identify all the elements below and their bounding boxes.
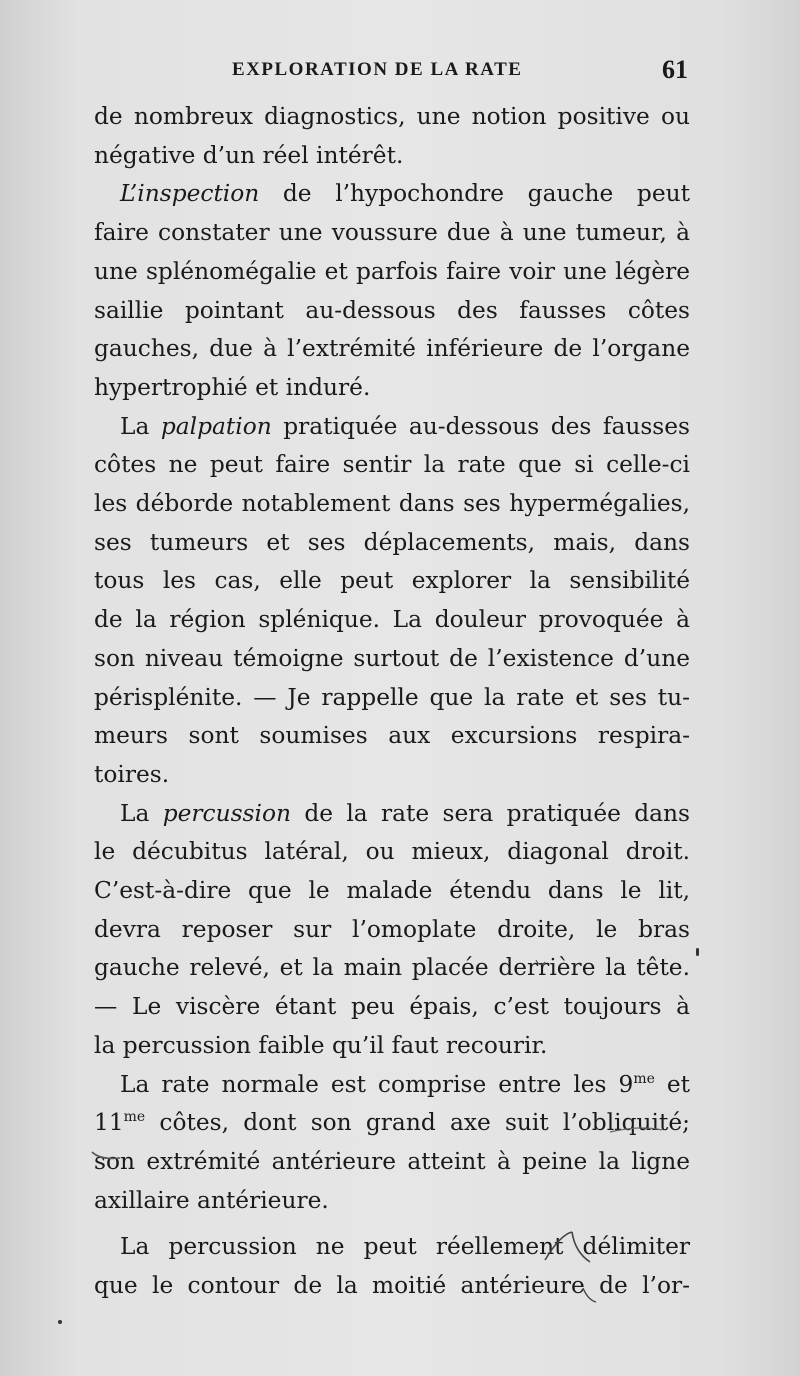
text-fragment: de l’hypochondre gauche peut [259, 180, 690, 208]
text-line: de la région splénique. La douleur provoquée à [94, 606, 690, 634]
italic-term: palpation [160, 412, 272, 440]
superscript: me [123, 1109, 146, 1126]
text-line: une splénomégalie et parfois faire voir une légère [94, 257, 690, 285]
text-fragment: de la rate sera pratiquée dans [290, 799, 690, 827]
text-line: la percussion faible qu’il faut recourir. [94, 1031, 548, 1059]
text-line: gauche relevé, et la main placée derrière la tête. [94, 954, 690, 982]
text-line: tous les cas, elle peut explorer la sensibilité [94, 567, 690, 595]
text-line: meurs sont soumises aux excursions respira- [94, 722, 690, 750]
text-line: saillie pointant au-dessous des fausses côtes [94, 296, 690, 324]
text-line: son niveau témoigne surtout de l’existence d’une [94, 644, 690, 672]
text-line [94, 175, 690, 214]
text-line: La percussion ne peut réellement délimiter [120, 1233, 690, 1261]
text-line [94, 408, 690, 447]
text-line: faire constater une voussure due à une tumeur, à [94, 219, 690, 247]
text-line: ses tumeurs et ses déplacements, mais, dans [94, 528, 690, 556]
body-text [94, 98, 690, 1306]
text-line: les déborde notablement dans ses hypermégalies, [94, 490, 690, 518]
text-line: — Le viscère étant peu épais, c’est toujours à [94, 993, 690, 1021]
text-line: côtes ne peut faire sentir la rate que si celle-ci [94, 451, 690, 479]
text-fragment: et [654, 1070, 690, 1098]
page-number: 61 [662, 55, 688, 84]
italic-term: percussion [162, 799, 291, 827]
text-line: le décubitus latéral, ou mieux, diagonal droit. [94, 838, 690, 866]
text-line [94, 1066, 690, 1105]
text-line: axillaire antérieure. [94, 1186, 329, 1214]
italic-term: L’inspection [120, 180, 260, 208]
text-fragment: 11 [94, 1109, 124, 1137]
text-line: que le contour de la moitié antérieure de l’or- [94, 1272, 690, 1300]
text-line: périsplénite. — Je rappelle que la rate et ses tu- [94, 683, 690, 711]
ink-dot [696, 948, 699, 956]
superscript: me [633, 1070, 655, 1087]
text-line [94, 795, 690, 834]
page-header [232, 50, 688, 90]
text-line: devra reposer sur l’omoplate droite, le bras [94, 915, 690, 943]
text-line: C’est-à-dire que le malade étendu dans le lit, [94, 877, 690, 905]
text-fragment: pratiquée au-dessous des fausses [271, 412, 691, 440]
text-fragment: La [120, 799, 163, 827]
text-line [94, 1104, 690, 1143]
text-fragment: La rate normale est comprise entre les 9 [120, 1070, 634, 1098]
text-line: négative d’un réel intérêt. [94, 141, 404, 169]
text-fragment: côtes, dont son grand axe suit l’obliquité; [145, 1109, 690, 1137]
text-fragment: La [120, 412, 161, 440]
text-line: gauches, due à l’extrémité inférieure de l’organe [94, 335, 690, 363]
ink-dot [58, 1320, 62, 1324]
text-line: hypertrophié et induré. [94, 373, 371, 401]
text-line: de nombreux diagnostics, une notion positive ou [94, 103, 690, 130]
running-head: EXPLORATION DE LA RATE [232, 59, 523, 80]
text-line: toires. [94, 760, 170, 788]
text-line: son extrémité antérieure atteint à peine la ligne [94, 1147, 690, 1175]
